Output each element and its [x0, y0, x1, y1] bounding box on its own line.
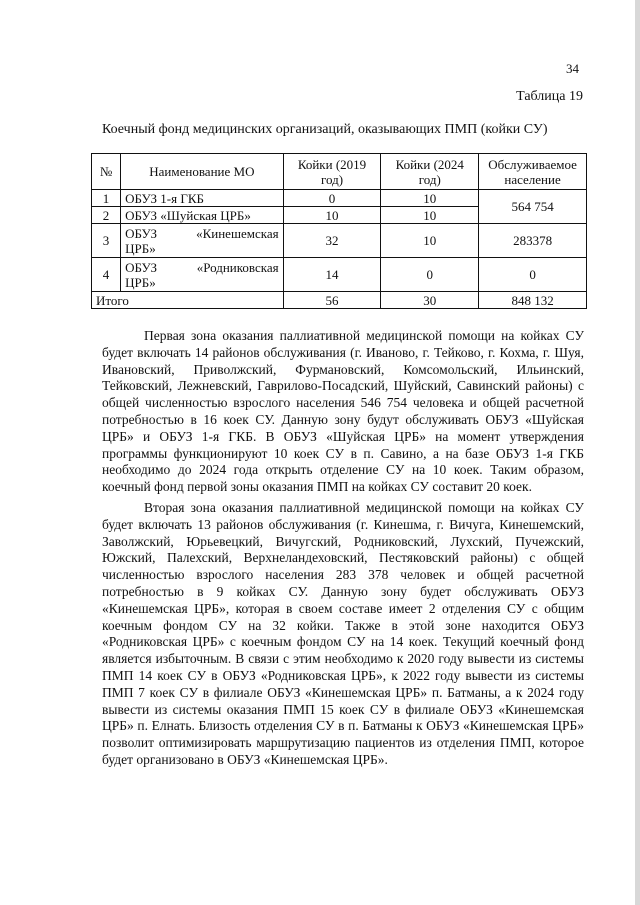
row-name-line2: ЦРБ»	[125, 274, 156, 290]
row-beds-2024: 10	[381, 207, 479, 224]
row-name-part: «Родниковская	[196, 259, 279, 275]
row-name-part: «Кинешемская	[196, 225, 279, 241]
row-name	[121, 224, 284, 258]
row-beds-2019: 0	[283, 190, 381, 207]
total-beds-2024: 30	[381, 292, 479, 309]
row-num: 1	[92, 190, 121, 207]
row-num: 2	[92, 207, 121, 224]
beds-table	[91, 153, 587, 309]
header-name: Наименование МО	[121, 154, 284, 190]
table-row	[92, 224, 587, 258]
row-population-merged: 564 754	[479, 190, 587, 224]
row-beds-2019: 32	[283, 224, 381, 258]
row-name-part: ОБУЗ	[125, 259, 158, 275]
header-num: №	[92, 154, 121, 190]
page-number: 34	[566, 61, 579, 76]
row-name-line1	[125, 226, 279, 241]
paragraph-second-zone: Вторая зона оказания паллиативной медицинской помощи на койках СУ будет включать 13 районов обслуживания (г. Кинешма, г. Вичуга, Кинешемский, Заволжский, Юрьевецкий, Вичугский, Родниковский, Лухский, Пучежский, Южский, Палехский, Верхнеландеховский, Пестяковский районы) с общей численностью взрослого населения 283 378 человек и общей расчетной потребностью в 9 койках СУ. Данную зону будет обслуживать ОБУЗ «Кинешемская ЦРБ», которая в своем составе имеет 2 отделения СУ с общим коечным фондом СУ на 32 койки. Также в этой зоне находится ОБУЗ «Родниковская ЦРБ» с коечным фондом СУ на 14 коек. Текущий коечный фонд является избыточным. В связи с этим необходимо к 2020 году вывести из системы ПМП 14 коек СУ в ОБУЗ «Родниковская ЦРБ», к 2022 году вывести из системы ПМП 7 коек СУ в филиале ОБУЗ «Кинешемская ЦРБ» п. Батманы, а к 2024 году вывести из системы оказания ПМП 15 коек СУ в филиале ОБУЗ «Кинешемская ЦРБ» п. Елнать. Близость отделения СУ в п. Батманы к ОБУЗ «Кинешемская ЦРБ» позволит оптимизировать маршрутизацию пациентов из отделения ПМП, которое будет организовано в ОБУЗ «Кинешемская ЦРБ».	[102, 499, 584, 767]
table-row	[92, 258, 587, 292]
total-label: Итого	[92, 292, 284, 309]
row-name: ОБУЗ 1-я ГКБ	[121, 190, 284, 207]
row-name: ОБУЗ «Шуйская ЦРБ»	[121, 207, 284, 224]
header-beds-2019: Койки (2019 год)	[283, 154, 381, 190]
row-population: 0	[479, 258, 587, 292]
table-total-row	[92, 292, 587, 309]
table-row	[92, 190, 587, 207]
table-caption: Коечный фонд медицинских организаций, оказывающих ПМП (койки СУ)	[102, 122, 548, 137]
header-beds-2024: Койки (2024 год)	[381, 154, 479, 190]
body-text	[102, 328, 584, 773]
row-name-line2: ЦРБ»	[125, 240, 156, 256]
row-name-line1	[125, 260, 279, 275]
row-population: 283378	[479, 224, 587, 258]
row-num: 3	[92, 224, 121, 258]
header-population: Обслуживаемое население	[479, 154, 587, 190]
total-population: 848 132	[479, 292, 587, 309]
row-num: 4	[92, 258, 121, 292]
row-name-part: ОБУЗ	[125, 225, 158, 241]
row-beds-2024: 10	[381, 190, 479, 207]
row-beds-2019: 14	[283, 258, 381, 292]
total-beds-2019: 56	[283, 292, 381, 309]
table-label: Таблица 19	[516, 89, 583, 104]
row-beds-2024: 10	[381, 224, 479, 258]
row-beds-2019: 10	[283, 207, 381, 224]
table-header-row	[92, 154, 587, 190]
row-name	[121, 258, 284, 292]
paragraph-first-zone: Первая зона оказания паллиативной медицинской помощи на койках СУ будет включать 14 районов обслуживания (г. Иваново, г. Тейково, г. Кохма, г. Шуя, Ивановский, Приволжский, Фурмановский, Комсомольский, Ильинский, Тейковский, Лежневский, Гаврилово-Посадский, Шуйский, Савинский районы) с общей численностью взрослого населения 546 754 человека и общей расчетной потребностью в 16 коек СУ. Данную зону будут обслуживать ОБУЗ «Шуйская ЦРБ» и ОБУЗ 1-я ГКБ. В ОБУЗ «Шуйская ЦРБ» на момент утверждения программы функционируют 10 коек СУ в п. Савино, а на базе ОБУЗ 1-я ГКБ необходимо до 2024 года открыть отделение СУ на 10 коек. Таким образом, коечный фонд первой зоны оказания ПМП на койках СУ составит 20 коек.	[102, 328, 584, 495]
scan-edge	[635, 0, 640, 905]
row-beds-2024: 0	[381, 258, 479, 292]
